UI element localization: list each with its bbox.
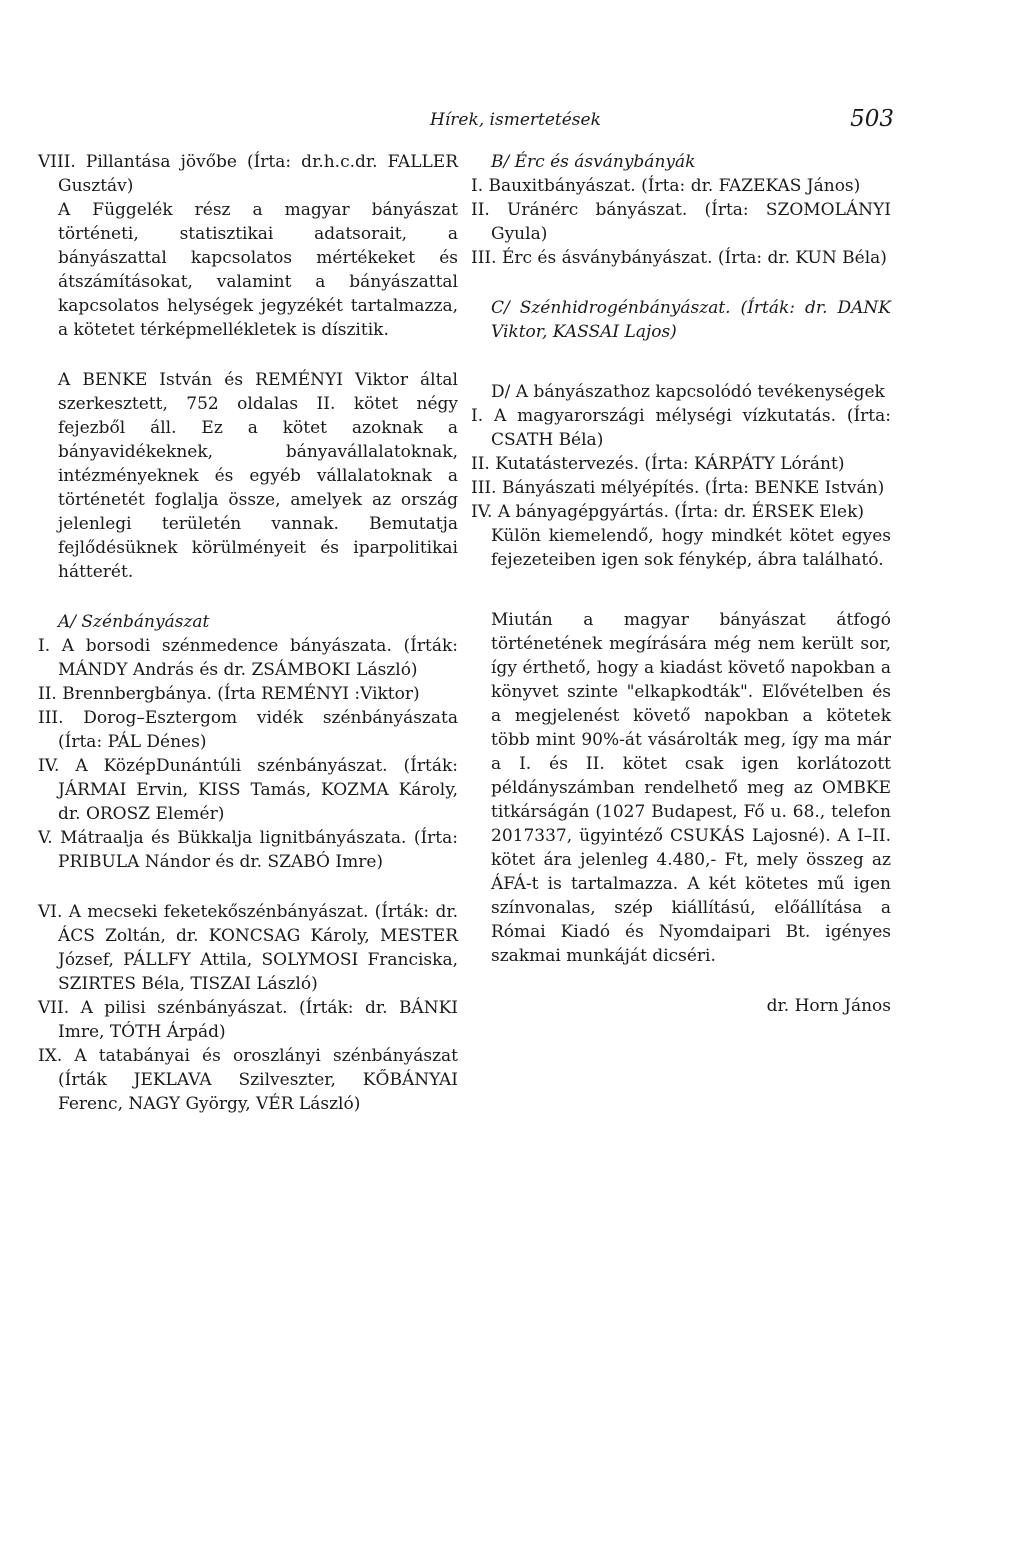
list-item: IV. A KözépDunántúli szénbányászat. (Írták: JÁRMAI Ervin, KISS Tamás, KOZMA Károly, dr. OROSZ Elemér) [38,756,458,824]
list-item: IV. A bányagépgyártás. (Írta: dr. ÉRSEK Elek) [471,502,865,522]
paragraph-appendix: A Függelék rész a magyar bányászat történeti, statisztikai adatsorait, a bányászattal kapcsolatos mértékeket és átszámításokat, valamint a bányászattal kapcsolatos helységek jegyzékét tartalmazza, a kötetet térképmellékletek is díszitik. [58,200,458,340]
section-heading-b: B/ Érc és ásványbányák [491,152,696,172]
page-number: 503 [850,106,894,132]
list-item: V. Mátraalja és Bükkalja lignitbányászata. (Írta: PRIBULA Nándor és dr. SZABÓ Imre) [38,828,458,872]
author-signature: dr. Horn János [766,996,891,1016]
section-heading-a: A/ Szénbányászat [58,612,210,632]
list-item: I. A borsodi szénmedence bányászata. (Írták: MÁNDY András és dr. ZSÁMBOKI László) [38,636,458,680]
list-item: I. Bauxitbányászat. (Írta: dr. FAZEKAS János) [471,176,861,196]
list-item: III. Bányászati mélyépítés. (Írta: BENKE István) [471,478,885,498]
list-item: I. A magyarországi mélységi vízkutatás. (Írta: CSATH Béla) [471,406,891,450]
list-item: IX. A tatabányai és oroszlányi szénbányászat (Írták JEKLAVA Szilveszter, KŐBÁNYAI Ferenc, NAGY György, VÉR László) [38,1046,458,1114]
list-item: II. Kutatástervezés. (Írta: KÁRPÁTY Lóránt) [471,454,845,474]
section-heading-c: C/ Szénhidrogénbányászat. (Írták: dr. DANK Viktor, KASSAI Lajos) [491,298,891,342]
list-item: III. Dorog–Esztergom vidék szénbányászata (Írta: PÁL Dénes) [38,708,458,752]
list-item: III. Érc és ásványbányászat. (Írta: dr. KUN Béla) [471,248,887,268]
running-head [0,106,1024,140]
paragraph-closing: Miután a magyar bányászat átfogó történetének megírására még nem került sor, így érthető, hogy a kiadást követő napokban a könyvet szinte "elkapkodták". Elővételben és a megjelenést követő napokban a kötetek több mint 90%-át vásárolták meg, így ma már a I. és II. kötet csak igen korlátozott példányszámban rendelhető meg az OMBKE titkárságán (1027 Budapest, Fő u. 68., telefon 2017337, ügyintéző CSUKÁS Lajosné). A I–II. kötet ára jelenleg 4.480,- Ft, mely összeg az ÁFÁ-t is tartalmazza. A két kötetes mű igen színvonalas, szép kiállítású, előállítása a Római Kiadó és Nyomdaipari Bt. igényes szakmai munkáját dicséri. [491,610,891,966]
right-column [471,150,891,1018]
section-heading-d: D/ A bányászathoz kapcsolódó tevékenységek [491,382,885,402]
paragraph-volume-two: A BENKE István és REMÉNYI Viktor által szerkesztett, 752 oldalas II. kötet négy fejezből áll. Ez a kötet azoknak a bányavidékeknek, bányavállalatoknak, intézményeknek és egyéb vállalatoknak a történetét foglalja össze, amelyek az ország jelenlegi területén vannak. Bemutatja fejlődésüknek körülményeit és iparpolitikai hátterét. [58,370,458,582]
list-item: II. Brennbergbánya. (Írta REMÉNYI :Viktor) [38,684,420,704]
chapter-item-viii: VIII. Pillantása jövőbe (Írta: dr.h.c.dr. FALLER Gusztáv) [38,152,458,196]
list-item: II. Uránérc bányászat. (Írta: SZOMOLÁNYI Gyula) [471,200,891,244]
list-item: VI. A mecseki feketekőszénbányászat. (Írták: dr. ÁCS Zoltán, dr. KONCSAG Károly, MESTER József, PÁLLFY Attila, SOLYMOSI Franciska, SZIRTES Béla, TISZAI László) [38,902,458,994]
list-item: VII. A pilisi szénbányászat. (Írták: dr. BÁNKI Imre, TÓTH Árpád) [38,998,458,1042]
left-column [38,150,458,1116]
running-head-title: Hírek, ismertetések [430,110,601,130]
paragraph-photos: Külön kiemelendő, hogy mindkét kötet egyes fejezeteiben igen sok fénykép, ábra található. [491,526,891,570]
